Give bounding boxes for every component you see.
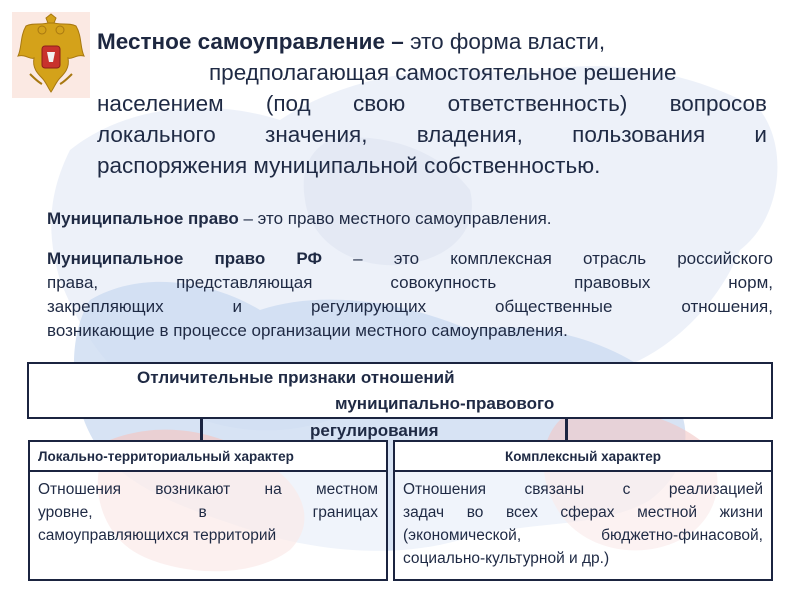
municipal-law-rf-line-2: права, представляющая совокупность правовых норм, xyxy=(47,273,773,292)
definition-block xyxy=(97,26,767,181)
municipal-law-rf-term: Муниципальное право РФ xyxy=(47,249,322,268)
municipal-law-rf-paragraph xyxy=(47,247,773,343)
definition-line-3: населением (под свою ответственность) вопросов xyxy=(97,91,767,116)
municipal-law-rf-line-3: закрепляющих и регулирующих общественные отношения, xyxy=(47,297,773,316)
feature-right-line-1: Отношения связаны с реализацией xyxy=(403,481,763,498)
features-title-line-3: регулирования xyxy=(310,421,439,440)
feature-right-line-2: задач во всех сферах местной жизни xyxy=(403,504,763,521)
features-title-line-1: Отличительные признаки отношений xyxy=(137,368,455,387)
feature-right-line-4: социально-культурной и др.) xyxy=(403,550,610,567)
definition-line-4: локального значения, владения, пользования и xyxy=(97,122,767,147)
municipal-law-rf-line-4: возникающие в процессе организации местного самоуправления. xyxy=(47,321,568,340)
definition-line-2: предполагающая самостоятельное решение xyxy=(209,60,677,85)
municipal-law-rf-line-1: Муниципальное право РФ – это комплексная отрасль российского xyxy=(47,249,773,268)
feature-right-body xyxy=(393,470,773,581)
feature-left-line-1: Отношения возникают на местном xyxy=(38,481,378,498)
municipal-law-paragraph: Муниципальное право – это право местного самоуправления. xyxy=(47,209,552,228)
feature-left-line-2: уровне, в границах xyxy=(38,504,378,521)
feature-right-heading: Комплексный характер xyxy=(393,440,773,472)
features-title-line-2: муниципально-правового xyxy=(335,394,555,413)
definition-line-5: распоряжения муниципальной собственностью. xyxy=(97,153,601,178)
russian-coat-of-arms-icon xyxy=(12,12,90,98)
definition-line-1: Местное самоуправление – это форма власти, xyxy=(97,29,606,54)
definition-term: Местное самоуправление xyxy=(97,29,386,54)
feature-right-line-3: (экономической, бюджетно-финасовой, xyxy=(403,527,763,544)
feature-left-line-3: самоуправляющихся территорий xyxy=(38,527,277,544)
feature-left-body xyxy=(28,470,388,581)
feature-left-heading: Локально-территориальный характер xyxy=(28,440,388,472)
features-title-box xyxy=(27,362,773,419)
municipal-law-term: Муниципальное право xyxy=(47,209,239,228)
